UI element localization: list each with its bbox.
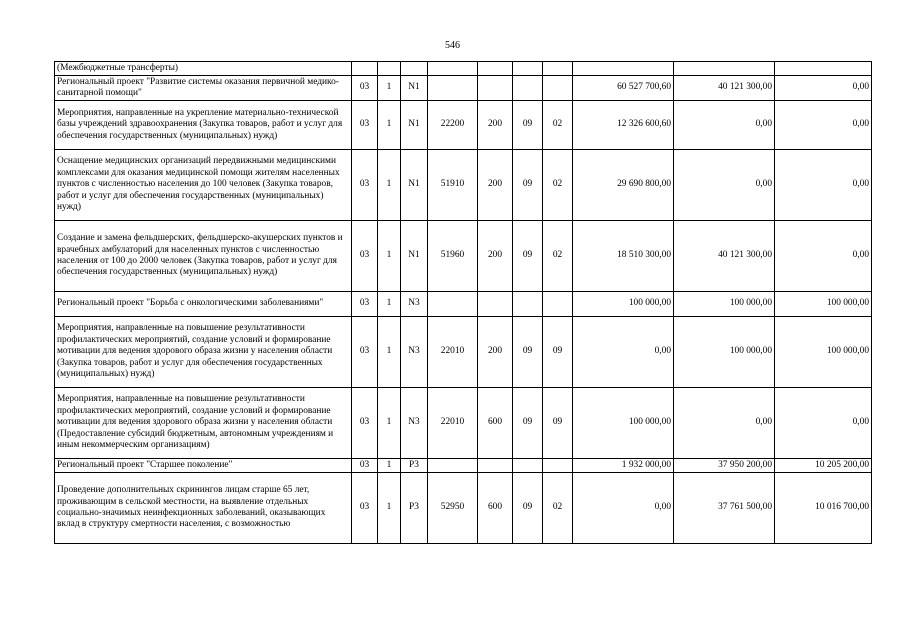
code-cell: 52950 <box>428 473 478 544</box>
code-cell: 51910 <box>428 150 478 221</box>
table-row <box>55 388 872 459</box>
code-cell: P3 <box>401 459 428 473</box>
amount-cell: 0,00 <box>573 317 674 388</box>
code-cell: 03 <box>352 473 378 544</box>
code-cell <box>428 292 478 317</box>
row-description: Создание и замена фельдшерских, фельдшерско-акушерских пунктов и врачебных амбулаторий для населенных пунктов с численностью населения от 100 до 2000 человек (Закупка товаров, работ и услуг для обеспечения государственных (муниципальных) нужд) <box>55 221 352 292</box>
table-row <box>55 459 872 473</box>
amount-cell: 12 326 600,60 <box>573 101 674 150</box>
amount-cell: 29 690 800,00 <box>573 150 674 221</box>
row-description: Региональный проект "Развитие системы оказания первичной медико-санитарной помощи" <box>55 76 352 101</box>
table-row <box>55 101 872 150</box>
code-cell <box>428 459 478 473</box>
code-cell <box>513 62 543 76</box>
amount-cell <box>674 62 775 76</box>
code-cell: N1 <box>401 221 428 292</box>
amount-cell: 0,00 <box>775 101 872 150</box>
amount-cell: 18 510 300,00 <box>573 221 674 292</box>
code-cell <box>543 76 573 101</box>
code-cell: N1 <box>401 101 428 150</box>
code-cell: 03 <box>352 76 378 101</box>
code-cell: N3 <box>401 317 428 388</box>
code-cell: 200 <box>478 150 513 221</box>
table-row <box>55 76 872 101</box>
code-cell <box>543 459 573 473</box>
row-description: Региональный проект "Борьба с онкологическими заболеваниями" <box>55 292 352 317</box>
code-cell: 02 <box>543 473 573 544</box>
code-cell: 600 <box>478 473 513 544</box>
code-cell: 03 <box>352 459 378 473</box>
code-cell: 03 <box>352 221 378 292</box>
budget-table <box>54 61 872 544</box>
code-cell: 02 <box>543 150 573 221</box>
code-cell: 200 <box>478 101 513 150</box>
code-cell: 1 <box>378 221 401 292</box>
table-row <box>55 473 872 544</box>
code-cell: 1 <box>378 101 401 150</box>
page-number: 546 <box>445 40 460 51</box>
code-cell: 09 <box>513 101 543 150</box>
code-cell: 1 <box>378 150 401 221</box>
code-cell: 200 <box>478 221 513 292</box>
code-cell: 1 <box>378 292 401 317</box>
code-cell <box>428 62 478 76</box>
code-cell: 22010 <box>428 317 478 388</box>
code-cell <box>478 459 513 473</box>
row-description: Мероприятия, направленные на укрепление материально-технической базы учреждений здравоохранения (Закупка товаров, работ и услуг для обеспечения государственных (муниципальных) нужд) <box>55 101 352 150</box>
row-description: Мероприятия, направленные на повышение результативности профилактических мероприятий, создание условий и формирование мотивации для ведения здорового образа жизни у населения области (Закупка товаров, работ и услуг для обеспечения государственных (муниципальных) нужд) <box>55 317 352 388</box>
amount-cell: 100 000,00 <box>775 317 872 388</box>
code-cell <box>513 292 543 317</box>
code-cell <box>428 76 478 101</box>
code-cell: 03 <box>352 317 378 388</box>
code-cell: 1 <box>378 473 401 544</box>
amount-cell: 100 000,00 <box>573 292 674 317</box>
amount-cell <box>775 62 872 76</box>
code-cell: 09 <box>513 221 543 292</box>
amount-cell: 0,00 <box>573 473 674 544</box>
amount-cell: 100 000,00 <box>775 292 872 317</box>
code-cell: 03 <box>352 101 378 150</box>
amount-cell <box>573 62 674 76</box>
amount-cell: 1 932 000,00 <box>573 459 674 473</box>
code-cell: 03 <box>352 150 378 221</box>
code-cell: 09 <box>513 388 543 459</box>
amount-cell: 0,00 <box>674 150 775 221</box>
code-cell <box>478 76 513 101</box>
amount-cell: 40 121 300,00 <box>674 76 775 101</box>
amount-cell: 60 527 700,60 <box>573 76 674 101</box>
row-description: Мероприятия, направленные на повышение результативности профилактических мероприятий, создание условий и формирование мотивации для ведения здорового образа жизни у населения области (Предоставление субсидий бюджетным, автономным учреждениям и иным некоммерческим организациям) <box>55 388 352 459</box>
code-cell: 1 <box>378 388 401 459</box>
amount-cell: 10 016 700,00 <box>775 473 872 544</box>
code-cell: 51960 <box>428 221 478 292</box>
code-cell: P3 <box>401 473 428 544</box>
row-description: (Межбюджетные трансферты) <box>55 62 352 76</box>
code-cell: 1 <box>378 459 401 473</box>
code-cell: 09 <box>543 317 573 388</box>
amount-cell: 100 000,00 <box>573 388 674 459</box>
amount-cell: 0,00 <box>775 388 872 459</box>
code-cell: 02 <box>543 221 573 292</box>
amount-cell: 100 000,00 <box>674 317 775 388</box>
code-cell: 09 <box>513 317 543 388</box>
row-description: Региональный проект "Старшее поколение" <box>55 459 352 473</box>
code-cell: 03 <box>352 388 378 459</box>
amount-cell: 37 761 500,00 <box>674 473 775 544</box>
code-cell <box>478 62 513 76</box>
amount-cell: 0,00 <box>775 76 872 101</box>
code-cell: 200 <box>478 317 513 388</box>
code-cell: 600 <box>478 388 513 459</box>
amount-cell: 100 000,00 <box>674 292 775 317</box>
code-cell: 03 <box>352 292 378 317</box>
code-cell <box>513 459 543 473</box>
code-cell <box>401 62 428 76</box>
code-cell: N3 <box>401 388 428 459</box>
amount-cell: 0,00 <box>674 101 775 150</box>
code-cell: 09 <box>513 150 543 221</box>
code-cell: 1 <box>378 76 401 101</box>
amount-cell: 0,00 <box>775 221 872 292</box>
amount-cell: 0,00 <box>775 150 872 221</box>
code-cell <box>543 62 573 76</box>
table-row <box>55 292 872 317</box>
code-cell <box>478 292 513 317</box>
code-cell: 22200 <box>428 101 478 150</box>
table-row <box>55 150 872 221</box>
code-cell <box>513 76 543 101</box>
code-cell: N3 <box>401 292 428 317</box>
code-cell <box>543 292 573 317</box>
amount-cell: 40 121 300,00 <box>674 221 775 292</box>
amount-cell: 0,00 <box>674 388 775 459</box>
table-row <box>55 221 872 292</box>
row-description: Оснащение медицинских организаций передвижными медицинскими комплексами для оказания медицинской помощи жителям населенных пунктов с численностью населения до 100 человек (Закупка товаров, работ и услуг для обеспечения государственных (муниципальных) нужд) <box>55 150 352 221</box>
code-cell: 1 <box>378 317 401 388</box>
code-cell: 09 <box>513 473 543 544</box>
table-row <box>55 317 872 388</box>
amount-cell: 10 205 200,00 <box>775 459 872 473</box>
table-row <box>55 62 872 76</box>
code-cell <box>352 62 378 76</box>
row-description: Проведение дополнительных скринингов лицам старше 65 лет, проживающим в сельской местности, на выявление отдельных социально-значимых неинфекционных заболеваний, оказывающих вклад в структуру смертности населения, с возможностью <box>55 473 352 544</box>
code-cell: N1 <box>401 76 428 101</box>
code-cell: 02 <box>543 101 573 150</box>
code-cell: 22010 <box>428 388 478 459</box>
code-cell <box>378 62 401 76</box>
amount-cell: 37 950 200,00 <box>674 459 775 473</box>
code-cell: 09 <box>543 388 573 459</box>
code-cell: N1 <box>401 150 428 221</box>
